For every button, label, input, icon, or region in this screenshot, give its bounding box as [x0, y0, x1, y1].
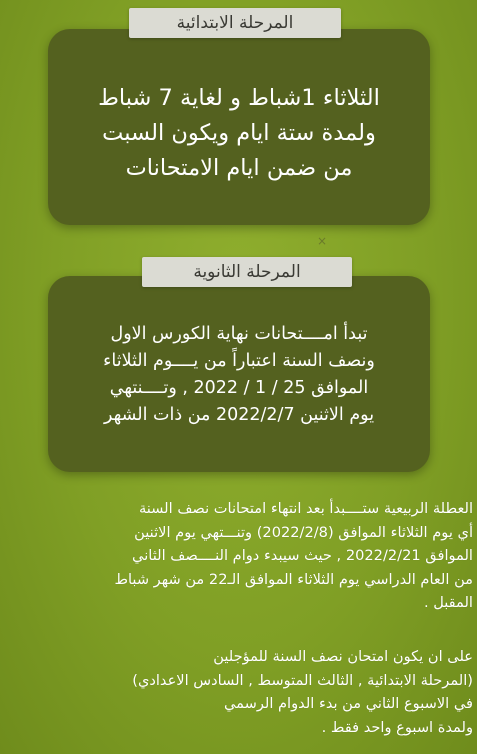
postponed-exam-line: (المرحلة الابتدائية , الثالث المتوسط , السادس الاعدادي)	[132, 671, 473, 689]
postponed-exam-line: ولمدة اسبوع واحد فقط .	[321, 718, 473, 736]
separator-mark: ×	[317, 234, 328, 248]
spring-break-line: المقبل .	[423, 594, 473, 612]
secondary-stage-text	[54, 321, 424, 429]
secondary-stage-line: الموافق 25 / 1 / 2022 , وتــــنتهي	[109, 378, 369, 398]
postponed-exam-line: على ان يكون امتحان نصف السنة للمؤجلين	[213, 648, 473, 665]
primary-stage-line: من ضمن ايام الامتحانات	[125, 155, 353, 181]
spring-break-line: الموافق 2022/2/21 , حيث سيبدء دوام النــــصف الثاني	[132, 547, 473, 565]
spring-break-line: من العام الدراسي يوم الثلاثاء الموافق الـ22 من شهر شباط	[114, 570, 473, 588]
primary-stage-label	[129, 8, 341, 38]
spring-break-line: أي يوم الثلاثاء الموافق (2022/2/8) وتنـــتهي يوم الاثنين	[134, 523, 473, 541]
primary-stage-label-text: المرحلة الابتدائية	[176, 13, 294, 33]
postponed-exam-line: في الاسبوع الثاني من بدء الدوام الرسمي	[224, 695, 473, 713]
secondary-stage-line: ونصف السنة اعتباراً من يــــوم الثلاثاء	[103, 351, 375, 371]
secondary-stage-line: يوم الاثنين 2022/2/7 من ذات الشهر	[103, 405, 375, 425]
secondary-stage-line: تبدأ امــــتحانات نهاية الكورس الاول	[110, 324, 368, 344]
secondary-stage-label-text: المرحلة الثانوية	[193, 262, 301, 282]
secondary-stage-card	[48, 276, 430, 472]
primary-stage-text	[56, 81, 422, 186]
spring-break-paragraph	[4, 497, 473, 615]
primary-stage-line: الثلاثاء 1شباط و لغاية 7 شباط	[98, 85, 380, 111]
spring-break-line: العطلة الربيعية ستــــبدأ بعد انتهاء امتحانات نصف السنة	[138, 500, 473, 517]
postponed-exam-paragraph	[4, 645, 473, 739]
primary-stage-card	[48, 29, 430, 225]
secondary-stage-label	[142, 257, 352, 287]
primary-stage-line: ولمدة ستة ايام ويكون السبت	[102, 120, 376, 146]
